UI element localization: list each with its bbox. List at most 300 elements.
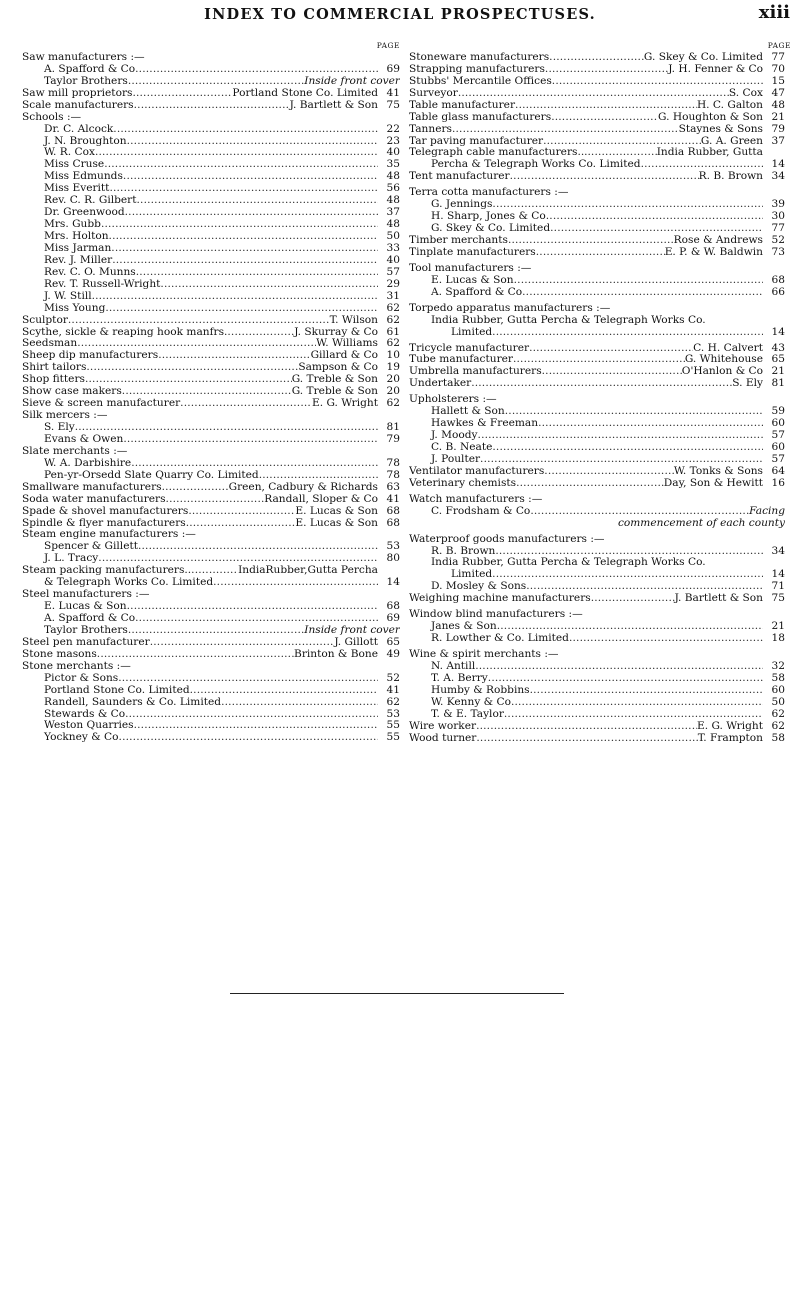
entry-page: 75 (771, 593, 785, 605)
entry-page: 47 (771, 87, 785, 99)
entry-page: 80 (386, 553, 400, 565)
entry-page: 19 (386, 362, 400, 374)
page-title: INDEX TO COMMERCIAL PROSPECTUSES. (204, 6, 596, 23)
index-entry (22, 327, 400, 339)
index-entry (22, 565, 400, 577)
leader-dots (227, 327, 294, 339)
entry-name: Stewards & Co (44, 708, 126, 720)
leader-dots (128, 625, 304, 637)
entry-name: N. Antill (431, 660, 476, 672)
entry-name: Telegraph cable manufacturers.... (409, 147, 591, 159)
entry-name: C. Frodsham & Co (431, 505, 531, 517)
leader-dots (536, 247, 665, 259)
leader-dots (150, 637, 335, 649)
entry-page: 64 (771, 465, 785, 477)
entry-page: 41 (386, 493, 400, 505)
entry-firm: E. P. & W. Baldwin (664, 246, 763, 258)
leader-dots (458, 88, 729, 100)
index-entry (409, 247, 785, 259)
entry-page: 57 (771, 430, 785, 442)
entry-page: 62 (771, 708, 785, 720)
index-entry (409, 235, 785, 247)
index-subentry (22, 303, 400, 315)
entry-page: 50 (386, 231, 400, 242)
entry-name: Umbrella manufacturers (409, 366, 542, 378)
leader-dots (75, 422, 378, 434)
entry-name: Scale manufacturers (22, 99, 134, 111)
leader-dots (95, 147, 378, 159)
entry-page: 35 (386, 159, 400, 171)
leader-dots (259, 470, 378, 482)
entry-page: 49 (386, 648, 400, 660)
entry-firm: Day, Son & Hewitt (663, 477, 763, 489)
leader-dots (186, 518, 296, 530)
leader-dots (526, 581, 763, 593)
index-subentry (409, 506, 785, 518)
entry-name: A. Spafford & Co (44, 63, 136, 75)
entry-name: Miss Jarman (44, 242, 112, 254)
entry-name: J. W. Still (44, 290, 92, 302)
entry-name: Spindle & flyer manufacturers (22, 517, 186, 529)
leader-dots (544, 466, 674, 478)
index-entry (409, 52, 785, 64)
entry-page: 71 (771, 581, 785, 593)
entry-page: 37 (386, 207, 400, 219)
section-heading: Silk mercers :— (22, 410, 108, 422)
entry-name: Taylor Brothers (44, 624, 128, 636)
entry-firm: G. Houghton & Son (658, 111, 763, 123)
section-heading: Slate merchants :— (22, 445, 128, 457)
index-subentry (22, 76, 400, 88)
index-subentry (22, 720, 400, 732)
page-number: xiii (758, 2, 790, 23)
index-note (409, 518, 785, 530)
index-continuation (22, 577, 400, 589)
leader-dots (514, 275, 763, 287)
leader-dots (135, 613, 378, 625)
entry-name: Portland Stone Co. Limited (44, 684, 190, 696)
leader-dots (476, 721, 697, 733)
index-subentry (409, 673, 785, 685)
entry-name: Dr. C. Alcock (44, 123, 114, 135)
entry-page: 41 (386, 87, 400, 99)
page-column-label: PAGE (767, 41, 791, 50)
entry-page: 30 (771, 211, 785, 223)
index-subentry (22, 291, 400, 303)
index-entry (22, 649, 400, 661)
index-subentry (22, 601, 400, 613)
leader-dots (522, 287, 763, 299)
index-entry (409, 124, 785, 136)
index-entry (409, 721, 785, 733)
entry-page: 29 (386, 278, 400, 290)
index-subtext: India Rubber, Gutta Percha & Telegraph Works Co. (431, 314, 706, 326)
entry-name: T. & E. Taylor (431, 708, 504, 720)
leader-dots (188, 506, 295, 518)
index-entry (22, 398, 400, 410)
entry-page: 60 (771, 684, 785, 696)
index-subentry (409, 581, 785, 593)
index-subentry (22, 124, 400, 136)
entry-firm: E. Lucas & Son (295, 517, 378, 529)
entry-name: Ventilator manufacturers (409, 465, 545, 477)
entry-page: 31 (386, 290, 400, 302)
entry-page: 57 (771, 453, 785, 465)
index-subentry (22, 697, 400, 709)
entry-name: Veterinary chemists (409, 477, 517, 489)
entry-name: Tent manufacturer (409, 171, 510, 183)
index-subentry (409, 199, 785, 211)
index-entry (409, 354, 785, 366)
entry-name: Shirt tailors (22, 362, 87, 374)
index-entry (409, 112, 785, 124)
index-subentry (22, 625, 400, 637)
index-entry (22, 637, 400, 649)
leader-dots (504, 709, 763, 721)
entry-name: W. R. Cox (44, 147, 95, 159)
entry-page: 37 (771, 135, 785, 147)
section-heading: Window blind manufacturers :— (409, 609, 583, 621)
index-subentry (409, 430, 785, 442)
index-subentry (22, 434, 400, 446)
entry-name: E. Lucas & Son (44, 601, 127, 613)
index-subentry (409, 406, 785, 418)
entry-name: Randell, Saunders & Co. Limited (44, 696, 222, 708)
entry-name: Limited (451, 569, 493, 581)
entry-name: Seedsman (22, 338, 78, 350)
entry-firm: C. H. Calvert (693, 342, 763, 354)
section-heading: Terra cotta manufacturers :— (409, 187, 569, 199)
entry-name: J. Moody (431, 430, 478, 442)
section-heading: Upholsterers :— (409, 394, 497, 406)
entry-name: Pictor & Sons (44, 672, 119, 684)
leader-dots (109, 231, 378, 243)
index-entry (409, 100, 785, 112)
entry-name: Stone masons (22, 648, 97, 660)
leader-dots (492, 569, 763, 581)
entry-firm: G. A. Green (700, 135, 763, 147)
entry-name: Wood turner (409, 732, 477, 744)
entry-name: Shop fitters (22, 374, 85, 386)
index-subentry (409, 697, 785, 709)
entry-name: R. B. Brown (431, 545, 496, 557)
entry-name: Timber merchants (409, 235, 508, 246)
leader-dots (551, 112, 658, 124)
left-entries (22, 52, 400, 744)
leader-dots (127, 601, 378, 613)
index-subentry (22, 171, 400, 183)
entry-name: Show case makers (22, 386, 122, 398)
index-subentry (409, 569, 785, 581)
leader-dots (497, 621, 763, 633)
leader-dots (591, 147, 657, 159)
index-subentry (22, 207, 400, 219)
index-subentry (22, 183, 400, 195)
entry-page: 50 (771, 696, 785, 708)
entry-page: 81 (771, 378, 785, 390)
index-entry (409, 593, 785, 605)
index-subentry (409, 454, 785, 466)
entry-firm: J. Gillott (334, 636, 378, 648)
index-subentry (22, 685, 400, 697)
entry-name: C. B. Neate (431, 442, 493, 453)
entry-firm: India Rubber, Gutta (656, 147, 763, 159)
entry-firm: J. H. Fenner & Co (668, 63, 763, 75)
entry-page: 14 (771, 569, 785, 581)
index-subentry (409, 442, 785, 454)
entry-page: 40 (386, 254, 400, 266)
index-entry (409, 171, 785, 183)
leader-dots (123, 434, 378, 446)
entry-page: 62 (386, 398, 400, 410)
leader-dots (122, 386, 292, 398)
entry-page: 69 (386, 63, 400, 75)
leader-dots (542, 366, 682, 378)
entry-name: Miss Everitt (44, 183, 110, 195)
index-entry (409, 733, 785, 745)
entry-page: 10 (386, 350, 400, 362)
entry-page: 33 (386, 242, 400, 254)
entry-firm: Gillard & Co (310, 350, 378, 362)
entry-name: Tanners (409, 123, 452, 135)
leader-dots (538, 418, 763, 430)
entry-name: Humby & Robbins (431, 684, 530, 696)
entry-page: 68 (386, 505, 400, 517)
index-entry (409, 88, 785, 100)
entry-page: 20 (386, 386, 400, 398)
index-subentry (22, 422, 400, 434)
entry-name: Sheep dip manufacturers (22, 350, 159, 362)
index-subentry (409, 275, 785, 287)
entry-name: E. Lucas & Son (431, 274, 514, 286)
entry-firm: S. Cox (728, 87, 763, 99)
index-subentry (409, 709, 785, 721)
entry-page: 21 (771, 111, 785, 123)
entry-page: 48 (386, 171, 400, 183)
entry-page: 58 (771, 672, 785, 684)
entry-page: 61 (386, 326, 400, 338)
entry-page: 59 (771, 406, 785, 418)
index-entry (22, 338, 400, 350)
leader-dots (505, 406, 763, 418)
entry-name: Strapping manufacturers (409, 63, 545, 75)
leader-dots (190, 685, 378, 697)
entry-page: 52 (771, 235, 785, 246)
index-subentry (22, 243, 400, 255)
entry-name: Table glass manufacturers (409, 111, 552, 123)
entry-name: Limited (451, 326, 493, 338)
entry-page: 23 (386, 135, 400, 147)
entry-page: 68 (771, 274, 785, 286)
entry-name: Smallware manufacturers (22, 481, 162, 493)
leader-dots (134, 100, 290, 112)
leader-dots (132, 88, 232, 100)
entry-name: J. L. Tracy (44, 553, 99, 565)
index-subentry (22, 673, 400, 685)
leader-dots (191, 565, 238, 577)
leader-dots (475, 661, 763, 673)
index-subentry (22, 231, 400, 243)
leader-dots (213, 577, 378, 589)
index-subentry (22, 553, 400, 565)
entry-page: 39 (771, 199, 785, 211)
entry-page: 69 (386, 613, 400, 624)
entry-page: 48 (771, 99, 785, 111)
entry-name: G. Skey & Co. Limited (431, 223, 551, 235)
index-entry (409, 366, 785, 378)
index-entry (22, 494, 400, 506)
leader-dots (492, 442, 763, 454)
entry-page: 62 (771, 720, 785, 732)
index-subentry (22, 458, 400, 470)
index-entry (22, 506, 400, 518)
index-entry (22, 88, 400, 100)
entry-text: Percha & Telegraph Works Co. Limited (431, 159, 641, 171)
leader-dots (85, 374, 292, 386)
entry-firm: Green, Cadbury & Richards (228, 481, 378, 493)
entry-name: Hallett & Son (431, 406, 505, 418)
entry-name: A. Spafford & Co (44, 613, 136, 624)
leader-dots (105, 303, 378, 315)
index-subentry (22, 255, 400, 267)
index-subentry (22, 219, 400, 231)
entry-page: 21 (771, 366, 785, 378)
leader-dots (113, 124, 378, 136)
entry-page: 73 (771, 246, 785, 258)
section-heading: Watch manufacturers :— (409, 493, 543, 505)
entry-firm: Randall, Sloper & Co (264, 493, 378, 505)
entry-page: 14 (771, 326, 785, 338)
leader-dots (552, 76, 763, 88)
leader-dots (550, 223, 763, 235)
entry-firm: T. Wilson (329, 314, 378, 326)
entry-name: Mrs. Gubb (44, 219, 101, 231)
leader-dots (128, 76, 304, 88)
index-entry (22, 315, 400, 327)
footer-rule (230, 993, 564, 994)
entry-name: Rev. C. O. Munns (44, 266, 136, 278)
entry-page: 53 (386, 708, 400, 720)
leader-dots (549, 52, 644, 64)
index-entry (22, 482, 400, 494)
entry-name: Tar paving manufacturer (409, 135, 544, 147)
leader-dots (545, 64, 668, 76)
index-subentry (22, 267, 400, 279)
entry-name: D. Mosley & Sons (431, 581, 527, 593)
right-column (409, 40, 791, 745)
leader-dots (98, 553, 378, 565)
leader-dots (111, 243, 378, 255)
entry-page: 14 (386, 577, 400, 589)
entry-firm: J. Skurray & Co (294, 326, 378, 338)
index-subentry (22, 147, 400, 159)
entry-name: Mrs. Holton (44, 231, 109, 242)
entry-page: 66 (771, 286, 785, 298)
index-subentry (22, 279, 400, 291)
entry-name: Weighing machine manufacturers (409, 593, 591, 605)
entry-firm: E. G. Wright (311, 398, 378, 410)
entry-name: Soda water manufacturers (22, 493, 166, 505)
entry-name: Stoneware manufacturers (409, 51, 550, 63)
entry-name: Rev. J. Miller (44, 254, 113, 266)
entry-page: 79 (771, 123, 785, 135)
entry-page: 68 (386, 517, 400, 529)
entry-page: 65 (386, 636, 400, 648)
entry-name: Table manufacturer (409, 99, 516, 111)
index-entry (22, 386, 400, 398)
entry-firm: Portland Stone Co. Limited (232, 87, 378, 99)
entry-page: 77 (771, 51, 785, 63)
leader-dots (452, 124, 679, 136)
entry-firm: Brinton & Bone (294, 648, 378, 660)
leader-dots (125, 207, 378, 219)
entry-name: Sieve & screen manufacturer (22, 398, 181, 410)
leader-dots (488, 673, 763, 685)
leader-dots (508, 235, 674, 247)
leader-dots (513, 354, 685, 366)
leader-dots (127, 136, 378, 148)
entry-firm: S. Ely (732, 378, 763, 390)
entry-firm: IndiaRubber,Gutta Percha (238, 565, 378, 577)
leader-dots (137, 195, 379, 207)
entry-name: Miss Cruse (44, 159, 105, 171)
entry-name: Tube manufacturer (409, 354, 513, 366)
entry-page: 20 (386, 374, 400, 386)
leader-dots (529, 343, 693, 355)
entry-name: Tinplate manufacturers (409, 246, 536, 258)
entry-firm: E. Lucas & Son (295, 505, 378, 517)
entry-name: Weston Quarries (44, 720, 134, 732)
index-subentry (22, 64, 400, 76)
entry-page: 62 (386, 302, 400, 314)
entry-name: Saw mill proprietors (22, 87, 133, 99)
entry-page: 78 (386, 457, 400, 469)
leader-dots (136, 267, 378, 279)
left-column (22, 40, 400, 744)
entry-page: 75 (386, 99, 400, 111)
entry-name: Hawkes & Freeman (431, 418, 539, 430)
section-heading: Steel manufacturers :— (22, 589, 150, 601)
index-subentry (22, 136, 400, 148)
entry-page: 65 (771, 354, 785, 366)
entry-page: 52 (386, 672, 400, 684)
index-subentry (409, 546, 785, 558)
leader-dots (180, 398, 312, 410)
index-subentry (409, 418, 785, 430)
entry-page: 34 (771, 171, 785, 183)
entry-page: 15 (771, 75, 785, 87)
entry-page: 18 (771, 633, 785, 645)
leader-dots (492, 327, 763, 339)
section-heading: Saw manufacturers :— (22, 51, 145, 63)
leader-dots (476, 733, 697, 745)
entry-name: W. Kenny & Co (431, 696, 511, 708)
index-subentry (22, 613, 400, 625)
index-entry (409, 378, 785, 390)
entry-firm: H. C. Galton (696, 99, 763, 111)
leader-dots (134, 720, 378, 732)
index-note-text: commencement of each county (617, 517, 785, 529)
entry-page: 62 (386, 314, 400, 326)
entry-firm: G. Treble & Son (291, 386, 378, 398)
entry-name: Surveyor (409, 87, 458, 99)
section-heading: Wine & spirit merchants :— (409, 649, 559, 660)
leader-dots (166, 494, 265, 506)
index-subentry (22, 709, 400, 721)
leader-dots (478, 430, 763, 442)
right-entries (409, 52, 785, 745)
entry-name: Spencer & Gillett (44, 541, 138, 553)
